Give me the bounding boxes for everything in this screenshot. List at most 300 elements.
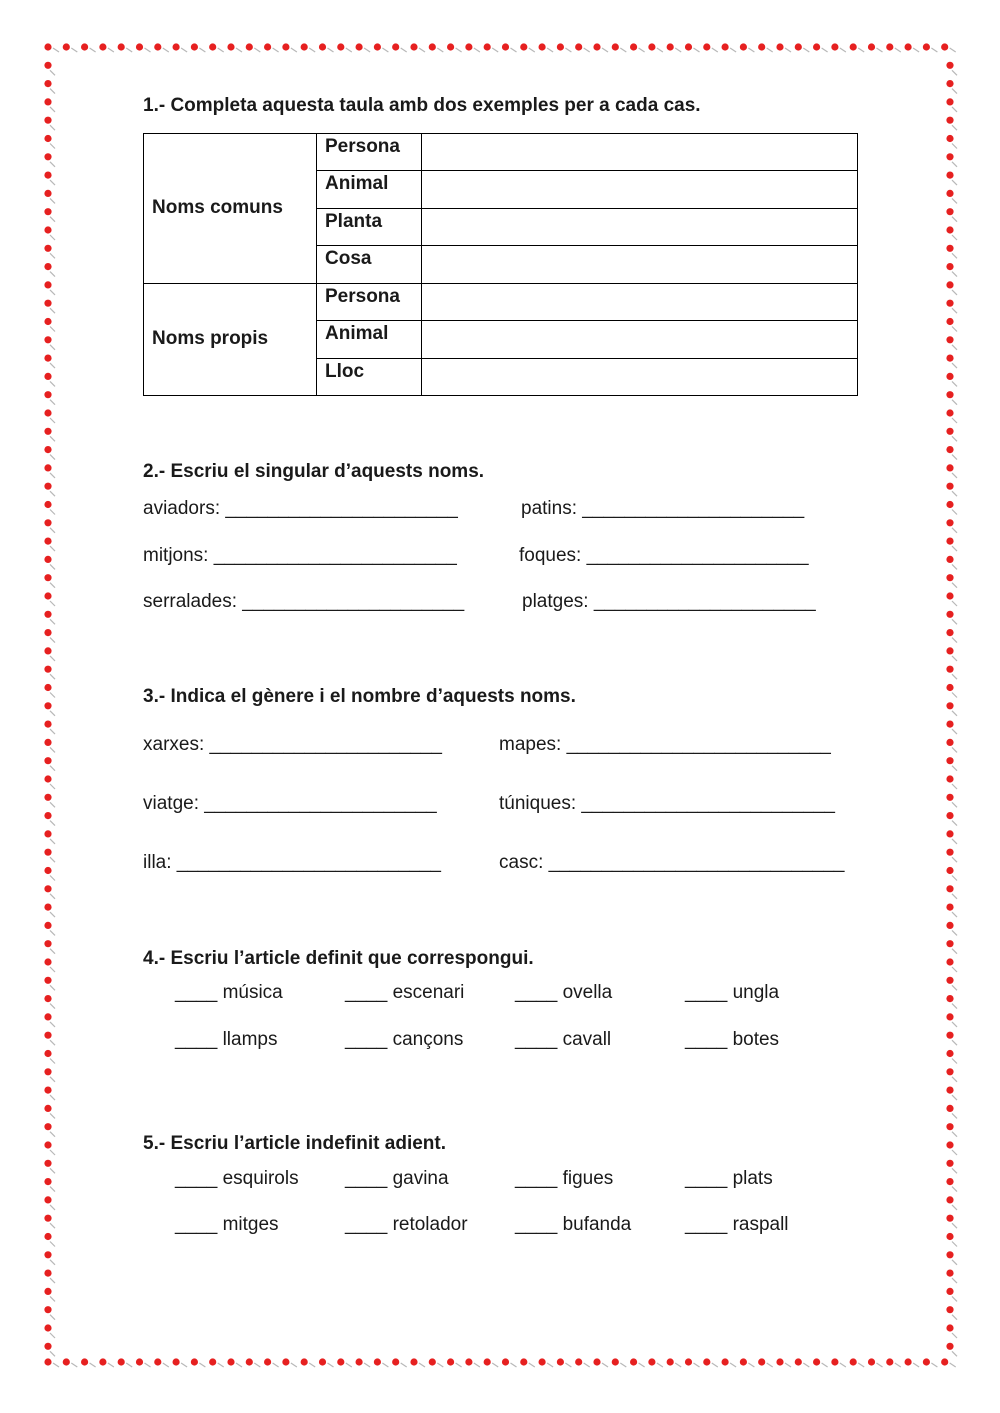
- border-dash: [952, 235, 957, 240]
- border-dash: [50, 766, 55, 771]
- border-dot: [612, 1358, 619, 1365]
- border-dot: [946, 775, 953, 782]
- blank[interactable]: ____: [515, 1214, 558, 1235]
- border-dot: [44, 153, 51, 160]
- border-dot: [44, 1288, 51, 1295]
- border-dash: [840, 48, 846, 52]
- border-dot: [946, 190, 953, 197]
- blank[interactable]: ____: [515, 1168, 558, 1189]
- border-dash: [952, 1223, 957, 1228]
- blank[interactable]: ____: [685, 1029, 728, 1050]
- border-dash: [50, 1077, 55, 1082]
- border-dash: [50, 674, 55, 679]
- border-dot: [946, 117, 953, 124]
- border-dash: [785, 1363, 791, 1367]
- border-dot: [44, 757, 51, 764]
- border-dot: [154, 1358, 161, 1365]
- border-dot: [81, 43, 88, 50]
- border-dot: [209, 1358, 216, 1365]
- border-dot: [868, 1358, 875, 1365]
- blank[interactable]: ____: [175, 1168, 218, 1189]
- border-dot: [44, 226, 51, 233]
- article-item[interactable]: [515, 1168, 613, 1190]
- answer-cell[interactable]: [422, 246, 858, 283]
- border-dash: [694, 1363, 700, 1367]
- border-dash: [456, 48, 462, 52]
- answer-cell[interactable]: [422, 358, 858, 395]
- border-dot: [923, 1358, 930, 1365]
- blank[interactable]: ____: [175, 1029, 218, 1050]
- border-dash: [50, 327, 55, 332]
- blank[interactable]: ____: [345, 1029, 388, 1050]
- border-dash: [952, 1187, 957, 1192]
- border-dash: [952, 400, 957, 405]
- border-dash: [50, 436, 55, 441]
- border-dash: [952, 601, 957, 606]
- border-dot: [301, 43, 308, 50]
- border-dash: [511, 1363, 517, 1367]
- border-dot: [173, 43, 180, 50]
- border-dot: [630, 43, 637, 50]
- border-dash: [952, 546, 957, 551]
- border-dot: [575, 43, 582, 50]
- border-dot: [795, 1358, 802, 1365]
- border-dot: [44, 1141, 51, 1148]
- border-dash: [952, 345, 957, 350]
- border-dot: [44, 812, 51, 819]
- row-label: Planta: [317, 208, 422, 245]
- answer-cell[interactable]: [422, 134, 858, 171]
- border-dot: [946, 208, 953, 215]
- border-dash: [328, 1363, 334, 1367]
- border-dash: [931, 48, 937, 52]
- border-dash: [952, 1296, 957, 1301]
- border-dash: [50, 162, 55, 167]
- border-dash: [218, 1363, 224, 1367]
- border-dot: [946, 1233, 953, 1240]
- fill-item[interactable]: foques: _____________________: [519, 545, 809, 566]
- article-item[interactable]: [515, 982, 612, 1004]
- border-dot: [946, 684, 953, 691]
- border-dot: [356, 43, 363, 50]
- border-dot: [44, 940, 51, 947]
- border-dot: [946, 1032, 953, 1039]
- border-dash: [437, 48, 443, 52]
- border-dot: [264, 1358, 271, 1365]
- border-dash: [952, 162, 957, 167]
- border-dash: [108, 1363, 114, 1367]
- fill-item[interactable]: illa: _________________________: [143, 852, 441, 873]
- border-dot: [44, 977, 51, 984]
- border-dot: [946, 922, 953, 929]
- word: bufanda: [562, 1214, 632, 1235]
- answer-cell[interactable]: [422, 208, 858, 245]
- border-dash: [952, 638, 957, 643]
- border-dot: [118, 1358, 125, 1365]
- border-dot: [44, 1358, 51, 1365]
- border-dash: [273, 1363, 279, 1367]
- border-dot: [850, 43, 857, 50]
- word: cavall: [562, 1029, 612, 1050]
- border-dot: [946, 1123, 953, 1130]
- border-dash: [437, 1363, 443, 1367]
- border-dot: [502, 1358, 509, 1365]
- border-dash: [364, 48, 370, 52]
- border-dash: [50, 1333, 55, 1338]
- blank[interactable]: ____: [175, 982, 218, 1003]
- border-dash: [50, 1223, 55, 1228]
- blank[interactable]: ____: [685, 982, 728, 1003]
- border-dash: [382, 1363, 388, 1367]
- blank[interactable]: ____: [515, 982, 558, 1003]
- border-dash: [952, 839, 957, 844]
- border-dash: [877, 1363, 883, 1367]
- border-dash: [952, 930, 957, 935]
- border-dash: [584, 1363, 590, 1367]
- border-dash: [50, 894, 55, 899]
- border-dash: [50, 1150, 55, 1155]
- border-dash: [50, 1022, 55, 1027]
- border-dot: [44, 574, 51, 581]
- border-dash: [952, 1132, 957, 1137]
- border-dash: [50, 217, 55, 222]
- border-dash: [50, 180, 55, 185]
- border-dash: [952, 89, 957, 94]
- border-dash: [877, 48, 883, 52]
- row-label: Animal: [317, 321, 422, 358]
- border-dot: [44, 391, 51, 398]
- article-item[interactable]: [515, 1214, 631, 1236]
- border-dash: [952, 510, 957, 515]
- border-dash: [639, 1363, 645, 1367]
- blank[interactable]: ____: [345, 1214, 388, 1235]
- border-dash: [90, 1363, 96, 1367]
- border-dot: [227, 43, 234, 50]
- article-item[interactable]: [685, 982, 779, 1004]
- border-dash: [474, 1363, 480, 1367]
- border-dash: [50, 1260, 55, 1265]
- border-dash: [50, 253, 55, 258]
- article-item[interactable]: [345, 1029, 463, 1051]
- border-dot: [44, 1050, 51, 1057]
- fill-item[interactable]: túniques: ________________________: [499, 793, 835, 814]
- answer-cell[interactable]: [422, 321, 858, 358]
- border-dot: [136, 43, 143, 50]
- border-dot: [44, 1306, 51, 1313]
- border-dot: [946, 1251, 953, 1258]
- border-dash: [584, 48, 590, 52]
- border-dash: [803, 48, 809, 52]
- border-dash: [50, 107, 55, 112]
- word: cançons: [392, 1029, 464, 1050]
- word: escenari: [392, 982, 465, 1003]
- border-dash: [952, 455, 957, 460]
- border-dot: [946, 172, 953, 179]
- border-dot: [282, 1358, 289, 1365]
- border-dash: [492, 1363, 498, 1367]
- article-item[interactable]: [345, 1214, 468, 1236]
- border-dash: [50, 729, 55, 734]
- border-dot: [44, 1233, 51, 1240]
- border-dot: [593, 43, 600, 50]
- border-dot: [648, 1358, 655, 1365]
- border-dot: [44, 117, 51, 124]
- border-dash: [952, 619, 957, 624]
- border-dash: [50, 784, 55, 789]
- border-dash: [565, 1363, 571, 1367]
- border-dot: [337, 43, 344, 50]
- article-item[interactable]: [175, 1214, 279, 1236]
- border-dash: [50, 418, 55, 423]
- border-dot: [173, 1358, 180, 1365]
- border-dash: [50, 125, 55, 130]
- word: botes: [732, 1029, 780, 1050]
- border-dash: [952, 802, 957, 807]
- fill-item[interactable]: mitjons: _______________________: [143, 545, 457, 566]
- border-dot: [946, 281, 953, 288]
- border-dot: [154, 43, 161, 50]
- border-dot: [946, 464, 953, 471]
- border-dot: [374, 1358, 381, 1365]
- border-dot: [44, 556, 51, 563]
- border-dot: [946, 958, 953, 965]
- fill-item[interactable]: mapes: _________________________: [499, 734, 831, 755]
- border-dash: [126, 1363, 132, 1367]
- border-dash: [50, 198, 55, 203]
- border-dot: [946, 1270, 953, 1277]
- border-dot: [648, 43, 655, 50]
- border-dot: [44, 721, 51, 728]
- exercise-3-heading: 3.- Indica el gènere i el nombre d’aquests noms.: [143, 686, 576, 707]
- border-dash: [620, 1363, 626, 1367]
- border-dash: [952, 1077, 957, 1082]
- border-dot: [447, 43, 454, 50]
- border-dot: [612, 43, 619, 50]
- border-dot: [740, 1358, 747, 1365]
- border-dash: [50, 491, 55, 496]
- border-dash: [50, 381, 55, 386]
- article-item[interactable]: [685, 1168, 773, 1190]
- border-dash: [50, 1132, 55, 1137]
- blank[interactable]: ____: [685, 1214, 728, 1235]
- fill-item[interactable]: serralades: _____________________: [143, 591, 465, 612]
- border-dash: [71, 48, 77, 52]
- border-dash: [952, 766, 957, 771]
- border-dot: [44, 428, 51, 435]
- border-dash: [50, 930, 55, 935]
- border-dot: [44, 519, 51, 526]
- border-dot: [946, 153, 953, 160]
- fill-item[interactable]: patins: _____________________: [521, 498, 805, 519]
- border-dash: [50, 876, 55, 881]
- border-dash: [950, 1363, 956, 1367]
- border-dash: [50, 656, 55, 661]
- border-dash: [952, 1242, 957, 1247]
- border-dot: [44, 245, 51, 252]
- fill-item[interactable]: aviadors: ______________________: [143, 498, 458, 519]
- word: retolador: [392, 1214, 468, 1235]
- border-dash: [382, 48, 388, 52]
- border-dot: [44, 80, 51, 87]
- border-dot: [539, 43, 546, 50]
- border-dot: [946, 1105, 953, 1112]
- border-dash: [675, 1363, 681, 1367]
- border-dash: [952, 491, 957, 496]
- blank[interactable]: ____: [175, 1214, 218, 1235]
- border-dot: [44, 702, 51, 709]
- border-dash: [163, 1363, 169, 1367]
- border-dot: [946, 940, 953, 947]
- border-dot: [44, 995, 51, 1002]
- border-dot: [44, 208, 51, 215]
- border-dot: [795, 43, 802, 50]
- border-dash: [50, 1205, 55, 1210]
- border-dash: [694, 48, 700, 52]
- border-dot: [44, 538, 51, 545]
- border-dot: [946, 538, 953, 545]
- border-dash: [401, 1363, 407, 1367]
- border-dot: [850, 1358, 857, 1365]
- border-dot: [44, 647, 51, 654]
- border-dot: [946, 757, 953, 764]
- border-dash: [50, 693, 55, 698]
- border-dash: [858, 48, 864, 52]
- border-dash: [291, 1363, 297, 1367]
- border-dash: [50, 144, 55, 149]
- border-dash: [50, 1278, 55, 1283]
- border-dash: [952, 327, 957, 332]
- border-dot: [946, 556, 953, 563]
- article-item[interactable]: [175, 1029, 277, 1051]
- border-dot: [44, 190, 51, 197]
- border-dash: [620, 48, 626, 52]
- border-dot: [946, 263, 953, 270]
- border-dash: [419, 1363, 425, 1367]
- border-dash: [952, 857, 957, 862]
- border-dash: [952, 436, 957, 441]
- answer-cell[interactable]: [422, 171, 858, 208]
- answer-cell[interactable]: [422, 283, 858, 320]
- border-dash: [181, 48, 187, 52]
- border-dot: [429, 1358, 436, 1365]
- border-dash: [952, 1168, 957, 1173]
- border-dot: [946, 849, 953, 856]
- word: raspall: [732, 1214, 789, 1235]
- article-item[interactable]: [175, 982, 283, 1004]
- border-dash: [748, 1363, 754, 1367]
- article-item[interactable]: [175, 1168, 299, 1190]
- border-dash: [952, 528, 957, 533]
- border-dash: [952, 821, 957, 826]
- row-label: Persona: [317, 134, 422, 171]
- border-dot: [946, 1068, 953, 1075]
- border-dot: [246, 43, 253, 50]
- border-dash: [346, 48, 352, 52]
- border-dot: [99, 1358, 106, 1365]
- word: ungla: [732, 982, 780, 1003]
- border-dot: [946, 98, 953, 105]
- border-dash: [511, 48, 517, 52]
- border-dot: [63, 43, 70, 50]
- border-dot: [946, 1343, 953, 1350]
- border-dot: [946, 1324, 953, 1331]
- border-dash: [952, 418, 957, 423]
- border-dot: [44, 1123, 51, 1130]
- border-dot: [44, 611, 51, 618]
- fill-item[interactable]: viatge: ______________________: [143, 793, 437, 814]
- article-item[interactable]: [515, 1029, 611, 1051]
- border-dot: [520, 1358, 527, 1365]
- border-dot: [946, 318, 953, 325]
- border-dot: [946, 794, 953, 801]
- border-dash: [767, 48, 773, 52]
- blank[interactable]: ____: [685, 1168, 728, 1189]
- border-dot: [946, 904, 953, 911]
- group-label-common: Noms comuns: [144, 134, 317, 284]
- border-dot: [44, 629, 51, 636]
- fill-item[interactable]: casc: ____________________________: [499, 852, 845, 873]
- border-dash: [952, 985, 957, 990]
- border-dash: [145, 48, 151, 52]
- border-dot: [685, 43, 692, 50]
- word: mitges: [222, 1214, 279, 1235]
- border-dot: [946, 592, 953, 599]
- row-label: Animal: [317, 171, 422, 208]
- border-dash: [767, 1363, 773, 1367]
- border-dash: [50, 473, 55, 478]
- border-dash: [952, 693, 957, 698]
- blank[interactable]: ____: [345, 982, 388, 1003]
- article-item[interactable]: [345, 1168, 449, 1190]
- fill-item[interactable]: xarxes: ______________________: [143, 734, 442, 755]
- border-dash: [50, 400, 55, 405]
- border-dash: [952, 70, 957, 75]
- border-dash: [50, 272, 55, 277]
- border-dash: [547, 1363, 553, 1367]
- article-item[interactable]: [685, 1214, 789, 1236]
- border-dot: [44, 958, 51, 965]
- border-dash: [50, 839, 55, 844]
- border-dash: [50, 601, 55, 606]
- border-dash: [199, 48, 205, 52]
- border-dot: [44, 1196, 51, 1203]
- fill-item[interactable]: platges: _____________________: [522, 591, 816, 612]
- blank[interactable]: ____: [345, 1168, 388, 1189]
- border-dot: [946, 80, 953, 87]
- border-dot: [44, 1160, 51, 1167]
- article-item[interactable]: [685, 1029, 779, 1051]
- border-dash: [931, 1363, 937, 1367]
- border-dash: [50, 711, 55, 716]
- border-dot: [722, 43, 729, 50]
- border-dash: [181, 1363, 187, 1367]
- border-dot: [44, 775, 51, 782]
- article-item[interactable]: [345, 982, 464, 1004]
- border-dot: [410, 43, 417, 50]
- border-dot: [776, 1358, 783, 1365]
- border-dash: [952, 290, 957, 295]
- border-dot: [63, 1358, 70, 1365]
- border-dash: [50, 290, 55, 295]
- border-dot: [946, 977, 953, 984]
- border-dash: [456, 1363, 462, 1367]
- border-dash: [952, 1113, 957, 1118]
- border-dot: [886, 1358, 893, 1365]
- blank[interactable]: ____: [515, 1029, 558, 1050]
- border-dot: [557, 43, 564, 50]
- word: figues: [562, 1168, 614, 1189]
- border-dash: [657, 48, 663, 52]
